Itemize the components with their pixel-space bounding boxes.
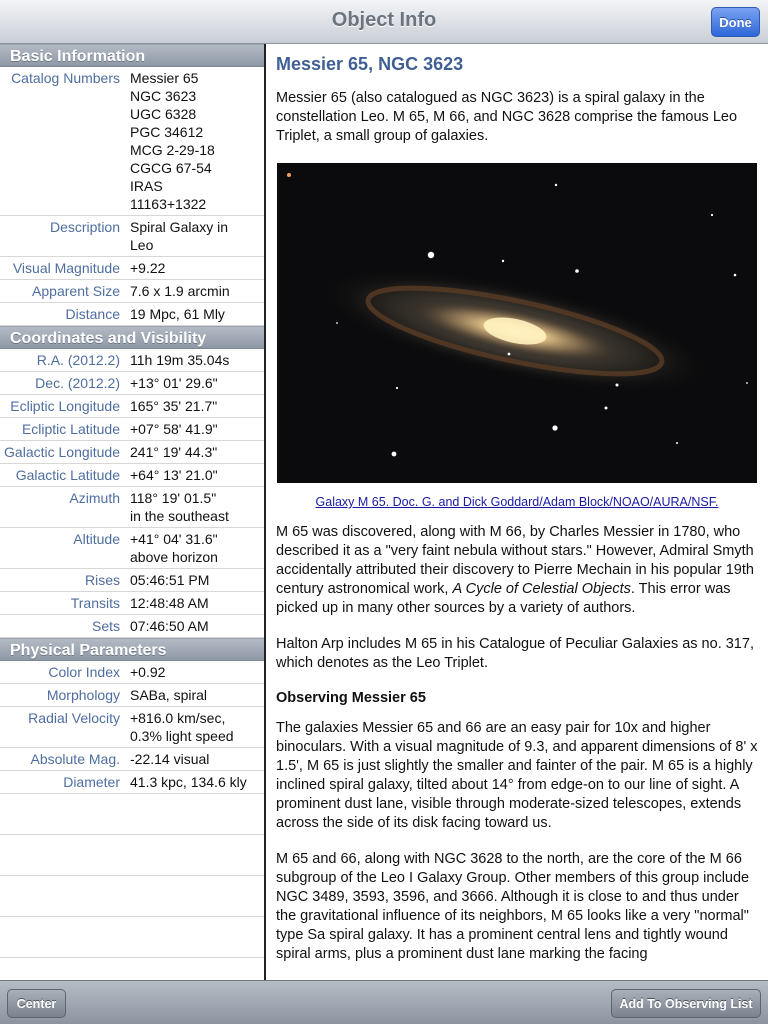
row-label: Catalog Numbers	[11, 70, 120, 86]
row-label: Diameter	[63, 774, 120, 790]
row-value: +9.22	[130, 260, 166, 276]
row-value: +64° 13' 21.0"	[130, 467, 218, 483]
article-paragraph	[276, 523, 758, 618]
section-header-basic: Basic Information	[0, 44, 264, 67]
row-label: Rises	[84, 572, 120, 588]
empty-row	[0, 835, 264, 876]
row-label: Dec. (2012.2)	[35, 375, 120, 391]
row-value: SABa, spiral	[130, 687, 208, 703]
info-table[interactable]	[0, 44, 264, 980]
table-row	[0, 395, 264, 418]
row-label: Galactic Longitude	[4, 444, 120, 460]
row-label: Description	[49, 219, 120, 235]
table-row	[0, 748, 264, 771]
table-row	[0, 67, 264, 216]
table-row	[0, 684, 264, 707]
article-subheading: Observing Messier 65	[276, 690, 426, 706]
table-row	[0, 418, 264, 441]
table-row	[0, 464, 264, 487]
empty-row	[0, 876, 264, 917]
row-label: Azimuth	[69, 490, 120, 506]
row-value: 12:48:48 AM	[130, 595, 209, 611]
done-button[interactable]: Done	[711, 7, 760, 37]
table-row	[0, 569, 264, 592]
table-row	[0, 661, 264, 684]
paragraph-text: . This error was picked up in many other sources by a variety of authors.	[276, 581, 731, 616]
row-value: -22.14 visual	[130, 751, 210, 767]
article-intro: Messier 65 (also catalogued as NGC 3623) is a spiral galaxy in the constellation Leo. M 65, M 66, and NGC 3628 comprise the famous Leo Triplet, a small group of galaxies.	[276, 90, 738, 144]
row-value: +0.92	[130, 664, 166, 680]
article-panel[interactable]	[266, 44, 768, 980]
row-value: +07° 58' 41.9"	[130, 421, 218, 437]
section-header-coordinates: Coordinates and Visibility	[0, 326, 264, 349]
center-button[interactable]: Center	[7, 989, 66, 1018]
row-value: 118° 19' 01.5" in the southeast	[130, 490, 229, 524]
table-row	[0, 349, 264, 372]
row-label: Morphology	[46, 687, 120, 703]
table-row	[0, 771, 264, 794]
page-title: Object Info	[331, 9, 437, 31]
table-row	[0, 441, 264, 464]
table-row	[0, 372, 264, 395]
row-value: +816.0 km/sec, 0.3% light speed	[130, 710, 234, 744]
galaxy-image	[277, 163, 757, 483]
add-to-observing-list-button[interactable]: Add To Observing List	[611, 989, 761, 1018]
table-row	[0, 257, 264, 280]
row-value: 165° 35' 21.7"	[130, 398, 218, 414]
empty-row	[0, 917, 264, 958]
table-row	[0, 528, 264, 569]
article-title: Messier 65, NGC 3623	[276, 54, 464, 74]
book-title: A Cycle of Celestial Objects	[452, 581, 631, 597]
row-label: Absolute Mag.	[30, 751, 120, 767]
empty-row	[0, 794, 264, 835]
row-value: +13° 01' 29.6"	[130, 375, 218, 391]
row-value: Messier 65 NGC 3623 UGC 6328 PGC 34612 MCG 2-29-18 CGCG 67-54 IRAS 11163+1322	[130, 70, 215, 212]
nav-bar	[0, 0, 768, 44]
image-caption-link[interactable]: Galaxy M 65. Doc. G. and Dick Goddard/Adam Block/NOAO/AURA/NSF.	[315, 495, 719, 509]
table-row	[0, 707, 264, 748]
row-value: 07:46:50 AM	[130, 618, 209, 634]
row-label: Galactic Latitude	[15, 467, 120, 483]
row-value: 241° 19' 44.3"	[130, 444, 218, 460]
row-value: 19 Mpc, 61 Mly	[130, 306, 225, 322]
row-label: Transits	[70, 595, 120, 611]
row-label: R.A. (2012.2)	[36, 352, 120, 368]
row-label: Ecliptic Longitude	[10, 398, 120, 414]
row-value: 41.3 kpc, 134.6 kly	[130, 774, 247, 790]
row-label: Radial Velocity	[28, 710, 120, 726]
row-label: Distance	[65, 306, 120, 322]
section-header-physical: Physical Parameters	[0, 638, 264, 661]
article-paragraph: The galaxies Messier 65 and 66 are an easy pair for 10x and higher binoculars. With a visual magnitude of 9.3, and apparent dimensions of 8' x 1.5', M 65 is just slightly the smaller and fainter of the pair. M 65 is a highly inclined spiral galaxy, tilted about 14° from edge-on to our line of sight. A prominent dust lane, visible through moderate-sized telescopes, extends across the side of its disk facing toward us.	[276, 720, 758, 831]
table-row	[0, 592, 264, 615]
row-label: Apparent Size	[32, 283, 120, 299]
table-row	[0, 487, 264, 528]
row-value: 7.6 x 1.9 arcmin	[130, 283, 230, 299]
row-label: Visual Magnitude	[12, 260, 120, 276]
article-paragraph: Halton Arp includes M 65 in his Catalogue of Peculiar Galaxies as no. 317, which denotes as the Leo Triplet.	[276, 636, 754, 671]
row-label: Ecliptic Latitude	[21, 421, 120, 437]
bottom-toolbar	[0, 980, 768, 1024]
table-row	[0, 615, 264, 638]
row-label: Sets	[91, 618, 120, 634]
table-row	[0, 303, 264, 326]
row-label: Altitude	[73, 531, 120, 547]
row-value: +41° 04' 31.6" above horizon	[130, 531, 218, 565]
row-value: 05:46:51 PM	[130, 572, 210, 588]
row-label: Color Index	[48, 664, 120, 680]
article-paragraph: M 65 and 66, along with NGC 3628 to the north, are the core of the M 66 subgroup of the Leo I Galaxy Group. Other members of this group include NGC 3489, 3593, 3596, and 3666. Although it is close to and thus under the gravitational influence of its neighbors, M 65 looks like a very "normal" type Sa spiral galaxy. It has a prominent central lens and tightly wound spiral arms, plus a prominent dust lane marking the facing	[276, 851, 750, 962]
paragraph-text: M 65 was discovered, along with M 66, by Charles Messier in 1780, who described it as a "very faint nebula without stars." However, Admiral Smyth accidentally attributed their discovery to Pierre Mechain in his popular 19th century astronomical work,	[276, 524, 754, 597]
row-value: 11h 19m 35.04s	[130, 352, 230, 368]
row-value: Spiral Galaxy in Leo	[130, 219, 229, 253]
table-row	[0, 216, 264, 257]
table-row	[0, 280, 264, 303]
